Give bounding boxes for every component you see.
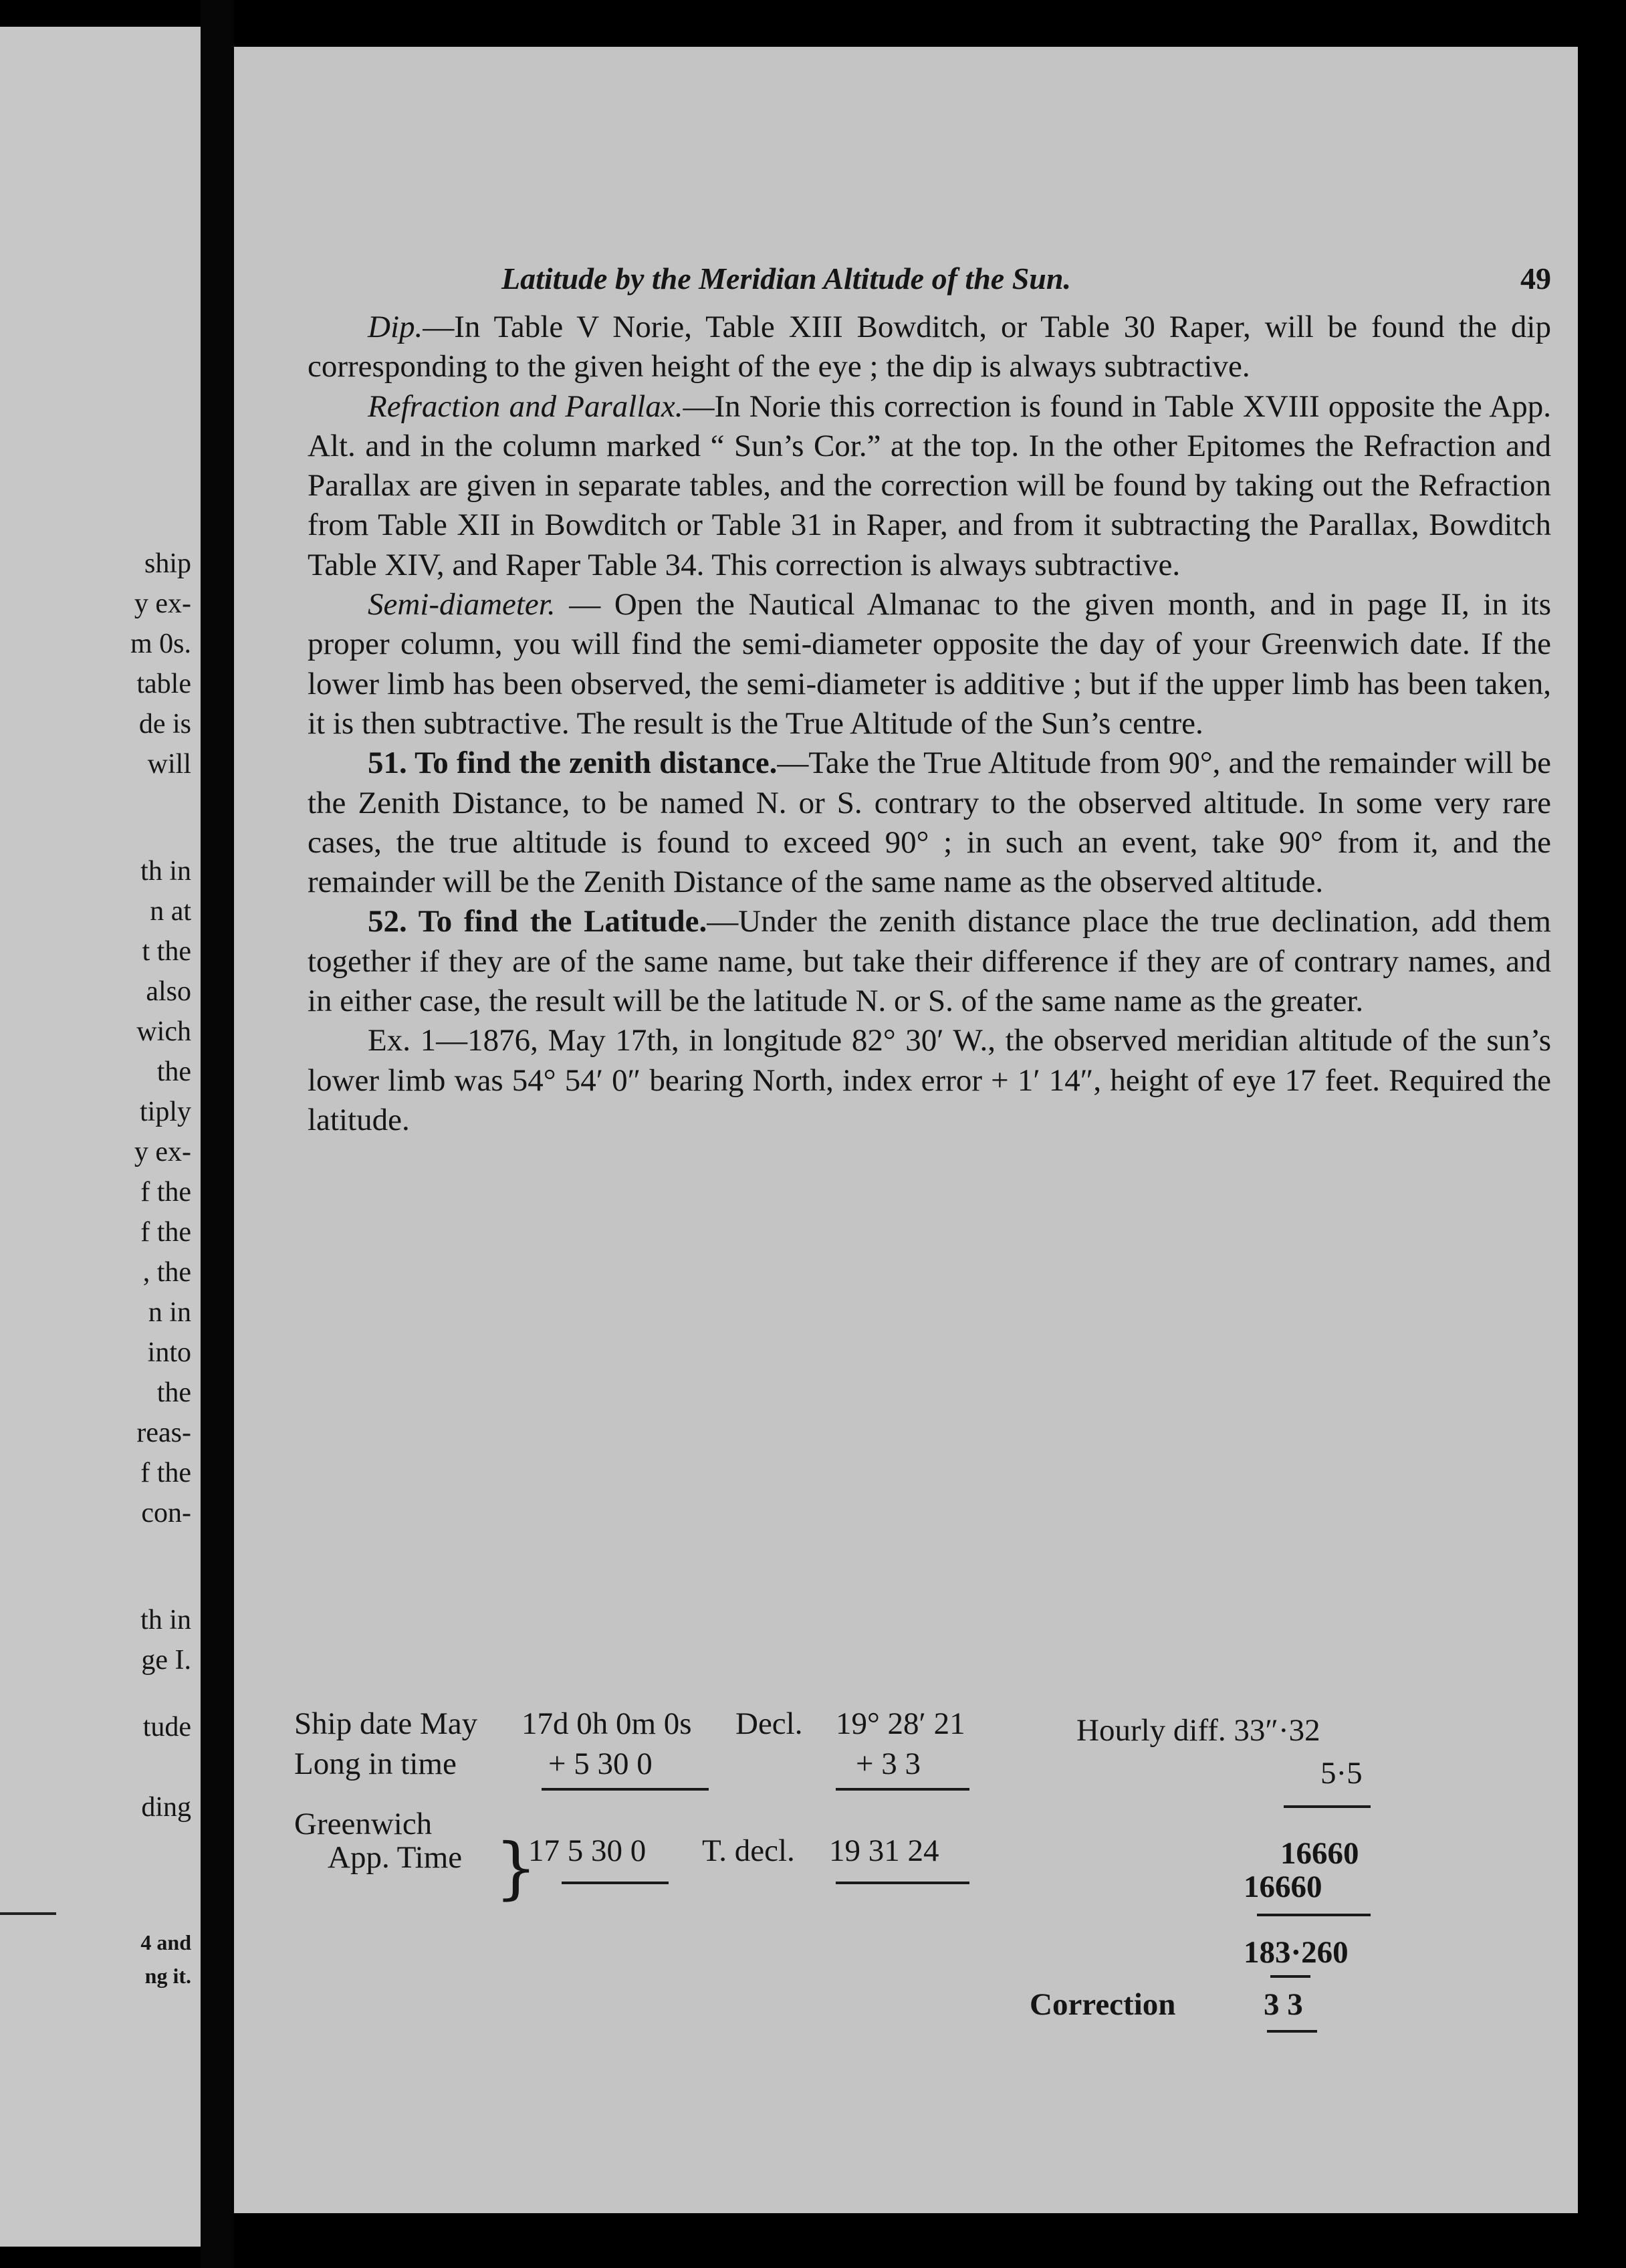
paragraph-zenith-distance xyxy=(308,744,1551,902)
paragraph-text: —In Norie this correction is found in Table XVIII opposite the App. Alt. and in the column marked “ Sun’s Cor.” at the top. In the other Epitomes the Refraction and Parallax are given in separate tables, and the correction will be found by taking out the Refraction from Table XII in Bowditch or Table 31 in Raper, and from it subtracting the Parallax, Bowditch Table XIV, and Raper Table 34. This correction is always subtractive. xyxy=(308,388,1551,582)
left-line: f the xyxy=(140,1217,191,1248)
left-line: f the xyxy=(140,1458,191,1488)
ship-date-label: Ship date May xyxy=(294,1706,478,1741)
left-line: de is xyxy=(138,709,191,740)
brace-icon: } xyxy=(495,1829,538,1907)
declination-label: Decl. xyxy=(735,1706,803,1741)
page-content xyxy=(308,261,1551,1140)
paragraph-lead: Dip. xyxy=(368,310,423,344)
left-line: into xyxy=(147,1337,191,1368)
left-line: the xyxy=(156,1377,191,1408)
paragraph-text: Ex. 1—1876, May 17th, in longitude 82° 30′ W., the observed meridian altitude of the sun’s lower limb was 54° 54′ 0″ bearing North, index error + 1′ 14″, height of eye 17 feet. Required the latitude. xyxy=(308,1023,1551,1137)
left-footnote-line: ng it. xyxy=(144,1964,191,1988)
book-spine-gutter xyxy=(201,0,234,2268)
partial-product: 16660 xyxy=(1244,1869,1322,1904)
section-heading: 51. To find the zenith distance. xyxy=(368,746,778,781)
underline-rule xyxy=(562,1882,669,1884)
left-footnote-line: 4 and xyxy=(140,1930,191,1954)
left-line: con- xyxy=(141,1498,191,1528)
long-in-time-label: Long in time xyxy=(294,1746,457,1781)
left-line: tiply xyxy=(139,1097,191,1127)
declination-correction: + 3 3 xyxy=(856,1746,921,1781)
left-line: m 0s. xyxy=(130,629,191,659)
short-rule xyxy=(1270,1975,1310,1978)
sum-rule xyxy=(542,1788,709,1791)
left-line: ge I. xyxy=(141,1645,191,1676)
correction-label: Correction xyxy=(1030,1987,1176,2022)
left-footnote-rule xyxy=(0,1912,56,1915)
paragraph-semi-diameter xyxy=(308,585,1551,744)
product-total: 183·260 xyxy=(1244,1935,1349,1970)
hourly-multiplier: 5·5 xyxy=(1320,1756,1363,1791)
left-line: also xyxy=(146,976,191,1007)
page-number: 49 xyxy=(1520,261,1551,296)
left-line: th in xyxy=(140,1605,191,1635)
left-line: th in xyxy=(140,856,191,887)
left-line: f the xyxy=(140,1177,191,1208)
left-page-fragment xyxy=(0,27,201,2247)
left-line: table xyxy=(136,669,191,699)
underline-rule xyxy=(836,1882,969,1884)
ship-date-value: 17d 0h 0m 0s xyxy=(521,1706,692,1741)
paragraph-text: —In Table V Norie, Table XIII Bowditch, or Table 30 Raper, will be found the dip corresponding to the given height of the eye ; the dip is always subtractive. xyxy=(308,310,1551,384)
declination-value: 19° 28′ 21 xyxy=(836,1706,965,1741)
left-line: t the xyxy=(142,936,191,967)
hourly-difference: Hourly diff. 33″·32 xyxy=(1076,1713,1320,1748)
paragraph-dip xyxy=(308,308,1551,387)
left-line: n at xyxy=(150,896,191,927)
paragraph-text: — Open the Nautical Almanac to the given month, and in page II, in its proper column, you will find the semi-diameter opposite the day of your Greenwich date. If the lower limb has been observed, the semi-diameter is additive ; but if the upper limb has been taken, it is then subtractive. The result is the True Altitude of the Sun’s centre. xyxy=(308,587,1551,741)
product-rule xyxy=(1284,1805,1371,1808)
left-line: reas- xyxy=(136,1418,191,1448)
left-line: , the xyxy=(142,1257,191,1288)
sum-rule xyxy=(1257,1914,1371,1916)
left-line: tude xyxy=(142,1712,191,1742)
running-header xyxy=(308,261,1551,308)
correction-value: 3 3 xyxy=(1264,1987,1303,2022)
true-declination-label: T. decl. xyxy=(702,1833,795,1868)
worked-calculation xyxy=(294,1705,1558,2079)
left-line: ding xyxy=(141,1792,191,1823)
header-title: Latitude by the Meridian Altitude of the Sun. xyxy=(501,261,1071,296)
left-line: wich xyxy=(136,1016,191,1047)
left-line: y ex- xyxy=(134,1137,191,1167)
greenwich-label: Greenwich xyxy=(294,1807,433,1841)
paragraph-text: —Take the True Altitude from 90°, and the remainder will be the Zenith Distance, to be named N. or S. contrary to the observed altitude. In some very rare cases, the true altitude is found to exceed 90° ; in such an event, take 90° from it, and the remainder will be the Zenith Distance of the same name as the observed altitude. xyxy=(308,746,1551,900)
left-line: n in xyxy=(148,1297,191,1328)
left-line: the xyxy=(156,1056,191,1087)
true-declination-value: 19 31 24 xyxy=(829,1833,939,1868)
underline-rule xyxy=(1267,2030,1317,2033)
paragraph-refraction xyxy=(308,387,1551,585)
greenwich-time-value: 17 5 30 0 xyxy=(528,1833,647,1868)
paragraph-example xyxy=(308,1021,1551,1140)
paragraph-lead: Semi-diameter. xyxy=(368,587,556,622)
section-heading: 52. To find the Latitude. xyxy=(368,904,707,939)
partial-product: 16660 xyxy=(1280,1836,1359,1871)
book-page xyxy=(234,47,1578,2213)
left-line: y ex- xyxy=(134,588,191,619)
sum-rule xyxy=(836,1788,969,1791)
paragraph-text: —Under the zenith distance place the true declination, add them together if they are of the same name, but take their difference if they are of contrary names, and in either case, the result will be the latitude N. or S. of the same name as the greater. xyxy=(308,904,1551,1019)
app-time-label: App. Time xyxy=(328,1840,463,1875)
paragraph-latitude xyxy=(308,902,1551,1021)
long-in-time-value: + 5 30 0 xyxy=(548,1746,653,1781)
left-line: will xyxy=(147,749,191,780)
left-line: ship xyxy=(144,548,191,579)
paragraph-lead: Refraction and Parallax. xyxy=(368,388,683,424)
